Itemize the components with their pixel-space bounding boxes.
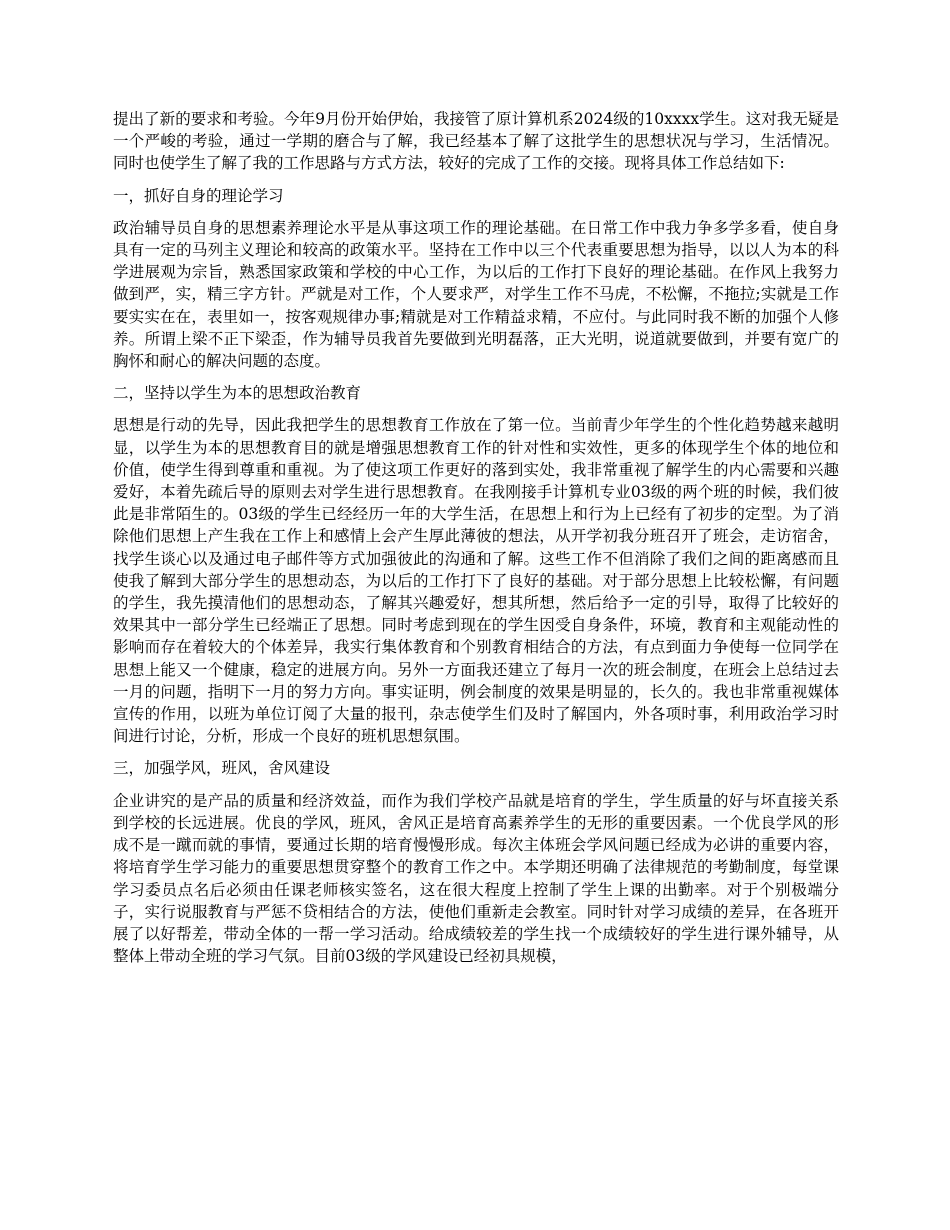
theory-study-paragraph: 政治辅导员自身的思想素养理论水平是从事这项工作的理论基础。在日常工作中我力争多学多看，使自身具有一定的马列主义理论和较高的政策水平。坚持在工作中以三个代表重要思想为指导，以以人为本的科学进展观为宗旨，熟悉国家政策和学校的中心工作，为以后的工作打下良好的理论基础。在作风上我努力做到严，实，精三字方针。严就是对工作，个人要求严，对学生工作不马虎，不松懈，不拖拉;实就是工作要实实在在，表里如一，按客观规律办事;精就是对工作精益求精，不应付。与此同时我不断的加强个人修养。所谓上梁不正下梁歪，作为辅导员我首先要做到光明磊落，正大光明，说道就要做到，并要有宽广的胸怀和耐心的解决问题的态度。 [113, 218, 839, 371]
document-body [113, 108, 839, 977]
ideological-education-paragraph: 思想是行动的先导，因此我把学生的思想教育工作放在了第一位。当前青少年学生的个性化趋势越来越明显，以学生为本的思想教育目的就是增强思想教育工作的针对性和实效性，更多的体现学生个体的地位和价值，使学生得到尊重和重视。为了使这项工作更好的落到实处，我非常重视了解学生的内心需要和兴趣爱好，本着先疏后导的原则去对学生进行思想教育。在我刚接手计算机专业03级的两个班的时候，我们彼此是非常陌生的。03级的学生已经经历一年的大学生活，在思想上和行为上已经有了初步的定型。为了消除他们思想上产生我在工作上和感情上会产生厚此薄彼的想法，从开学初我分班召开了班会，走访宿舍，找学生谈心以及通过电子邮件等方式加强彼此的沟通和了解。这些工作不但消除了我们之间的距离感而且使我了解到大部分学生的思想动态，为以后的工作打下了良好的基础。对于部分思想上比较松懈，有问题的学生，我先摸清他们的思想动态，了解其兴趣爱好，想其所想，然后给予一定的引导，取得了比较好的效果其中一部分学生已经端正了思想。同时考虑到现在的学生因受自身条件，环境，教育和主观能动性的影响而存在着较大的个体差异，我实行集体教育和个别教育相结合的方法，有点到面力争使每一位同学在思想上能又一个健康，稳定的进展方向。另外一方面我还建立了每月一次的班会制度，在班会上总结过去一月的问题，指明下一月的努力方向。事实证明，例会制度的效果是明显的，长久的。我也非常重视媒体宣传的作用，以班为单位订阅了大量的报刊，杂志使学生们及时了解国内，外各项时事，利用政治学习时间进行讨论，分析，形成一个良好的班机思想氛围。 [113, 416, 839, 746]
section-heading-ideological-education: 二，坚持以学生为本的思想政治教育 [113, 384, 362, 403]
intro-paragraph: 提出了新的要求和考验。今年9月份开始伊始，我接管了原计算机系2024级的10xxxx学生。这对我无疑是一个严峻的考验，通过一学期的磨合与了解，我已经基本了解了这批学生的思想状况与学习，生活情况。同时也使学生了解了我的工作思路与方式方法，较好的完成了工作的交接。现将具体工作总结如下: [113, 110, 839, 173]
study-style-paragraph: 企业讲究的是产品的质量和经济效益，而作为我们学校产品就是培育的学生，学生质量的好与坏直接关系到学校的长远进展。优良的学风，班风，舍风正是培育高素养学生的无形的重要因素。一个优良学风的形成不是一蹴而就的事情，要通过长期的培育慢慢形成。每次主体班会学风问题已经成为必讲的重要内容，将培育学生学习能力的重要思想贯穿整个的教育工作之中。本学期还明确了法律规范的考勤制度，每堂课学习委员点名后必须由任课老师核实签名，这在很大程度上控制了学生上课的出勤率。对于个别极端分子，实行说服教育与严惩不贷相结合的方法，使他们重新走会教室。同时针对学习成绩的差异，在各班开展了以好帮差，带动全体的一帮一学习活动。给成绩较差的学生找一个成绩较好的学生进行课外辅导，从整体上带动全班的学习气氛。目前03级的学风建设已经初具规模， [113, 791, 839, 966]
section-heading-study-style: 三，加强学风，班风，舍风建设 [113, 759, 331, 778]
section-heading-theory-study: 一，抓好自身的理论学习 [113, 186, 284, 205]
